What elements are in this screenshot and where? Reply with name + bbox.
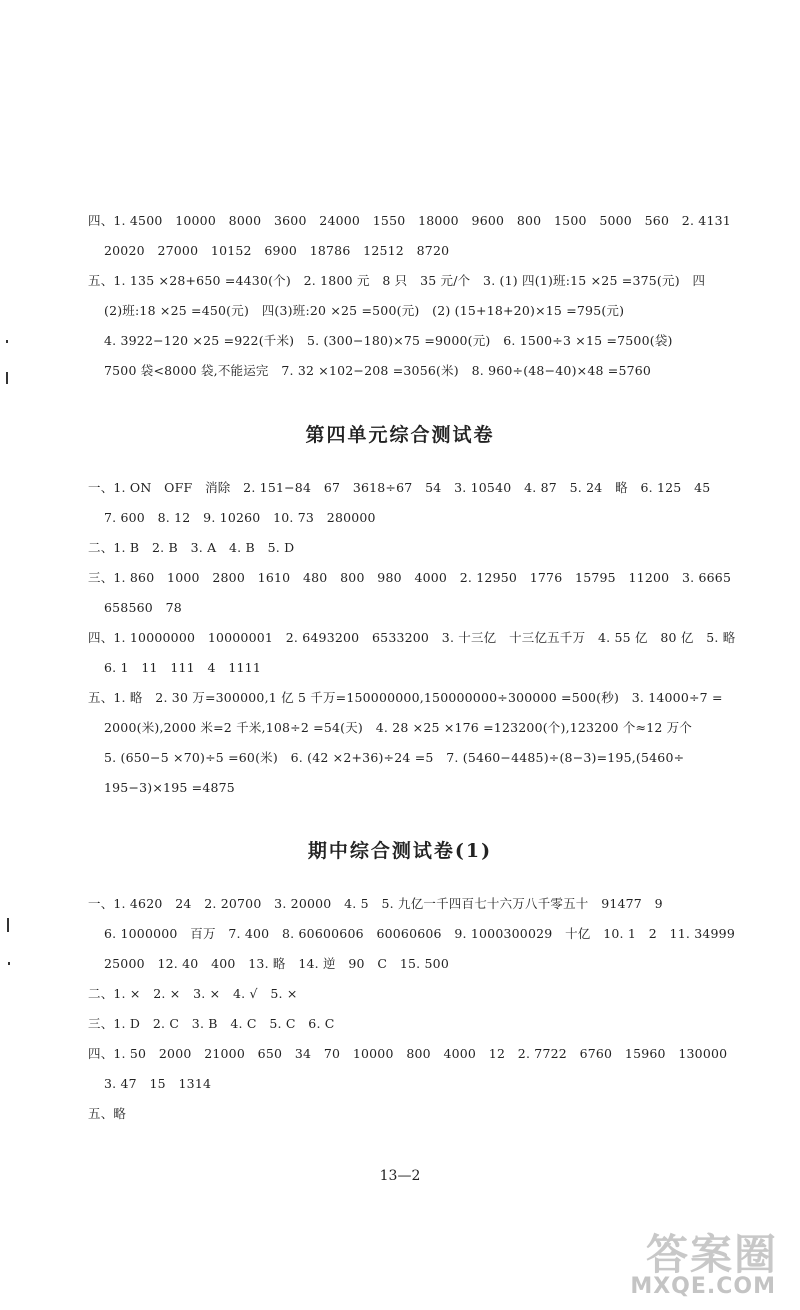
answer-line: 四、1. 10000000 10000001 2. 6493200 6533200 3. 十三亿 十三亿五千万 4. 55 亿 80 亿 5. 略 (88, 630, 736, 645)
scan-mark (8, 962, 10, 965)
answer-line: 五、1. 135 ×28+650 =4430(个) 2. 1800 元 8 只 35 元/个 3. (1) 四(1)班:15 ×25 =375(元) 四 (88, 273, 706, 288)
answer-line: 一、1. 4620 24 2. 20700 3. 20000 4. 5 5. 九亿一千四百七十六万八千零五十 91477 9 (88, 896, 663, 911)
answer-line: 二、1. × 2. × 3. × 4. √ 5. × (88, 986, 298, 1001)
answer-line: 三、1. D 2. C 3. B 4. C 5. C 6. C (88, 1016, 335, 1031)
answer-line: 20020 27000 10152 6900 18786 12512 8720 (104, 243, 450, 258)
answer-line: 6. 1000000 百万 7. 400 8. 60600606 60060606 9. 1000300029 十亿 10. 1 2 11. 34999 (104, 926, 735, 941)
answer-line: 三、1. 860 1000 2800 1610 480 800 980 4000 2. 12950 1776 15795 11200 3. 6665 (88, 570, 732, 585)
answer-line: 3. 47 15 1314 (104, 1076, 212, 1091)
answer-line: 4. 3922−120 ×25 =922(千米) 5. (300−180)×75 =9000(元) 6. 1500÷3 ×15 =7500(袋) (104, 333, 673, 348)
answer-line: 二、1. B 2. B 3. A 4. B 5. D (88, 540, 295, 555)
scan-mark (7, 918, 9, 932)
watermark-logo-text: 答案圈 (645, 1230, 778, 1279)
watermark-site-text: MXQE.COM (630, 1274, 776, 1299)
page-number: 13—2 (379, 1168, 421, 1184)
answer-line: 7500 袋<8000 袋,不能运完 7. 32 ×102−208 =3056(米) 8. 960÷(48−40)×48 =5760 (104, 363, 652, 378)
section-heading-unit-four: 第四单元综合测试卷 (305, 424, 495, 446)
answer-line: 一、1. ON OFF 消除 2. 151−84 67 3618÷67 54 3. 10540 4. 87 5. 24 略 6. 125 45 (88, 480, 711, 495)
answer-line: 658560 78 (104, 600, 182, 615)
answer-line: 四、1. 50 2000 21000 650 34 70 10000 800 4000 12 2. 7722 6760 15960 130000 (88, 1046, 728, 1061)
scan-mark (6, 340, 8, 343)
answer-line: 2000(米),2000 米=2 千米,108÷2 =54(天) 4. 28 ×25 ×176 =123200(个),123200 个≈12 万个 (104, 720, 693, 735)
answer-line: (2)班:18 ×25 =450(元) 四(3)班:20 ×25 =500(元) (2) (15+18+20)×15 =795(元) (104, 303, 625, 318)
answer-line: 五、1. 略 2. 30 万=300000,1 亿 5 千万=150000000,150000000÷300000 =500(秒) 3. 14000÷7 = (88, 690, 723, 705)
watermark (592, 1222, 782, 1302)
answer-line: 7. 600 8. 12 9. 10260 10. 73 280000 (104, 510, 376, 525)
scan-mark (6, 372, 8, 384)
answer-line: 四、1. 4500 10000 8000 3600 24000 1550 18000 9600 800 1500 5000 560 2. 4131 (88, 213, 731, 228)
answer-line: 五、略 (88, 1106, 127, 1121)
answer-line: 195−3)×195 =4875 (104, 780, 235, 795)
section-heading-midterm: 期中综合测试卷(1) (307, 840, 493, 862)
answer-line: 5. (650−5 ×70)÷5 =60(米) 6. (42 ×2+36)÷24 =5 7. (5460−4485)÷(8−3)=195,(5460÷ (104, 750, 685, 765)
answer-line: 6. 1 11 111 4 1111 (104, 660, 261, 675)
answer-line: 25000 12. 40 400 13. 略 14. 逆 90 C 15. 500 (104, 956, 449, 971)
